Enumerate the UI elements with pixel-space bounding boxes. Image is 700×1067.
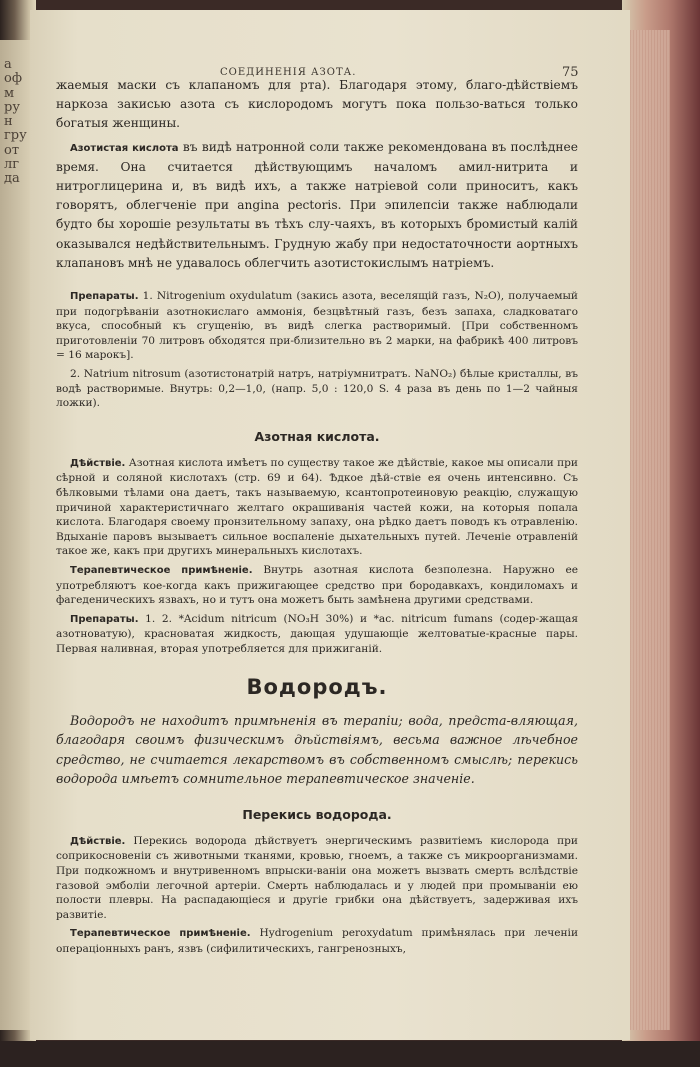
nitrous-acid-text: въ видѣ натронной соли также рекомендована въ послѣднее время. Она считается дѣйствующимъ началомъ амил-нитрита и нитроглицерина и, въ видѣ ихъ, а также натріевой соли приноситъ, какъ говорятъ, облегченіе при angina pectoris. При эпилепсіи также наблюдали будто бы хорошіе результаты въ тѣхъ слу-чаяхъ, въ которыхъ бромистый калій оказывался недѣйствительнымъ. Грудную жабу при недостаточности аортныхъ клапановъ мнѣ не удавалось облегчить азотистокислымъ натріемъ.: [56, 139, 578, 270]
term-peroxide-therapy: Терапевтическое примѣненіе.: [70, 928, 251, 940]
term-nitrous-acid: Азотистая кислота: [70, 142, 179, 154]
term-action: Дѣйствіе.: [70, 457, 126, 469]
book-page: [30, 10, 630, 1040]
term-preparations: Препараты.: [70, 291, 139, 303]
page-block-edge: [622, 0, 700, 1067]
nitric-action-text: Азотная кислота имѣетъ по существу такое же дѣйствіе, какое мы описали при сѣрной и соляной кислотахъ (стр. 69 и 64). Ѣдкое дѣй-ствіе ея очень интенсивно. Съ бѣлковыми тѣлами она даетъ, такъ называемую, ксантопротеиновую реакцію, служащую причиной характеристичнаго желтаго окрашиванія частей кожи, на которыя попала кислота. Благодаря своему пронзительному запаху, она рѣдко даетъ поводъ къ отравленію. Вдыханіе паровъ вызываетъ сильное воспаленіе дыхательныхъ путей. Леченіе отравленій такое же, какъ при другихъ минеральныхъ кислотахъ.: [56, 456, 578, 558]
heading-nitric-acid: Азотная кислота.: [254, 428, 380, 444]
hydrogen-intro: Водородъ не находитъ примѣненія въ терапіи; вода, предста-вляющая, благодаря своимъ физическимъ дѣйствіямъ, весьма важное лѣчебное средство, не считается лекарствомъ въ собственномъ смыслѣ; перекись водорода имѣетъ сомнительное терапевтическое значеніе.: [56, 712, 578, 787]
term-nitric-preparations: Препараты.: [70, 613, 139, 625]
preparations-1-text: 1. Nitrogenium oxydulatum (закись азота, веселящій газъ, N₂O), получаемый при подогрѣваніи азотнокислаго аммонія, безцвѣтный газъ, безъ запаха, сладковатаго вкуса, способный къ сгущенію, въ видѣ слегка растворимый. [При собственномъ приготовленіи 70 литровъ обходятся при-близительно въ 2 марки, на фабрикѣ 400 литровъ = 16 марокъ].: [56, 290, 578, 362]
page-number: 75: [562, 65, 579, 80]
previous-page-fragment: а оф м ру н гру от лг да: [4, 57, 27, 187]
preparations-2: 2. Natrium nitrosum (азотистонатрій натръ, натріумнитратъ. NaNO₂) бѣлые кристаллы, въ водѣ растворимые. Внутрь: 0,2—1,0, (напр. 5,0 : 120,0 S. 4 раза въ день по 1—2 чайныя ложки).: [56, 368, 578, 410]
gap: [56, 277, 578, 289]
peroxide-action: [56, 834, 578, 923]
previous-page-edge: [0, 40, 30, 1030]
book-cover-bottom: [0, 1041, 700, 1067]
nitric-therapy: [56, 563, 578, 608]
nitric-preparations-text: 1. 2. *Acidum nitricum (NO₃H 30%) и *ac. nitricum fumans (содер-жащая азотноватую), красноватая жидкость, дающая удушающіе желтоватые-красные пары. Первая наливная, вторая употребляется для прижиганій.: [56, 612, 578, 655]
page-edge-stripes: [630, 30, 670, 1030]
heading-hydrogen-peroxide: Перекись водорода.: [242, 806, 392, 822]
term-therapy: Терапевтическое примѣненіе.: [70, 564, 253, 576]
peroxide-action-text: Перекись водорода дѣйствуетъ энергическимъ развитіемъ кислорода при соприкосновеніи съ животными тканями, кровью, гноемъ, а также съ микроорганизмами. При подкожномъ и внутривенномъ впрыски-ваніи она можетъ вызвать смерть вслѣдствіе газовой эмболіи легочной артеріи. Смерть наблюдалась и у людей при промываніи ею полости плевры. На распадающіеся и другіе грибки она дѣйствуетъ, задерживая ихъ развитіе.: [56, 834, 578, 921]
peroxide-therapy-text: Hydrogenium peroxydatum примѣнялась при леченіи операціонныхъ ранъ, язвъ (сифилитическихъ, гангренозныхъ,: [56, 927, 579, 956]
paragraph-continuation: жаемыя маски съ клапаномъ для рта). Благодаря этому, благо-дѣйствіемъ наркоза закисью азота съ кислородомъ могутъ пока пользо-ваться только богатыя женщины.: [56, 78, 578, 131]
running-head: СОЕДИНЕНІЯ АЗОТА.: [220, 67, 357, 78]
peroxide-therapy: [56, 926, 578, 956]
nitric-action: [56, 456, 578, 559]
heading-hydrogen: Водородъ.: [246, 674, 388, 699]
nitric-therapy-text: Внутрь азотная кислота безполезна. Наружно ее употребляютъ кое-когда какъ прижигающее средство при бородавкахъ, кондиломахъ и фагеденическихъ язвахъ, но и тутъ она можетъ быть замѣнена другими средствами.: [56, 563, 578, 607]
page-content: [56, 64, 578, 961]
paragraph-nitrous-acid: [56, 138, 578, 273]
term-peroxide-action: Дѣйствіе.: [70, 835, 126, 847]
preparations-1: [56, 289, 578, 363]
nitric-preparations: [56, 612, 578, 657]
